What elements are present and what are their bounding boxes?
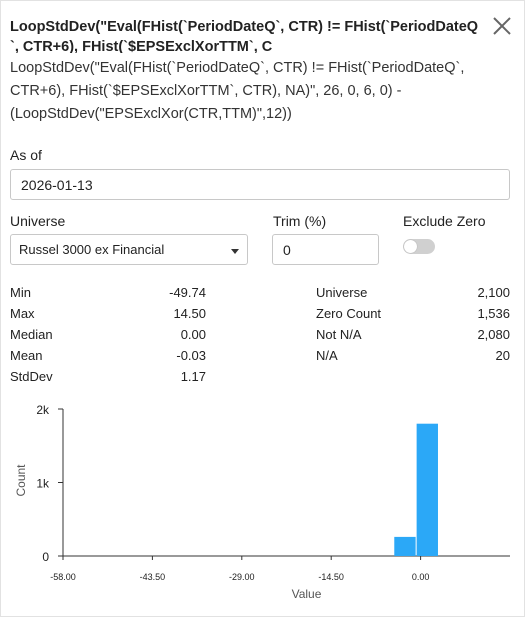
x-tick-label: -14.50 <box>318 572 344 582</box>
y-tick-label: 0 <box>42 550 49 564</box>
stat-label: Mean <box>10 348 43 363</box>
stat-value: 20 <box>495 348 510 363</box>
y-tick-label: 1k <box>36 476 49 491</box>
as-of-date-input[interactable] <box>10 169 510 200</box>
universe-select[interactable] <box>10 234 248 265</box>
universe-label: Universe <box>10 213 66 229</box>
chevron-down-icon <box>231 249 239 254</box>
histogram-bar <box>394 537 415 556</box>
histogram-bar <box>417 424 438 556</box>
panel-title: LoopStdDev("Eval(FHist(`PeriodDateQ`, CTR) != FHist(`PeriodDateQ`, CTR+6), FHist(`$EPSExclXorTTM`, C <box>10 19 479 53</box>
x-tick-label: -43.50 <box>139 572 166 582</box>
x-tick-label: -29.00 <box>229 572 255 582</box>
stat-label: Universe <box>316 285 368 300</box>
stat-value: 0.00 <box>180 327 206 342</box>
stat-value: -49.74 <box>169 285 206 300</box>
x-axis-label: Value <box>291 587 322 601</box>
histogram-chart <box>1 393 525 618</box>
trim-input[interactable] <box>272 234 379 265</box>
stat-label: Min <box>10 285 31 300</box>
toggle-knob <box>404 240 417 253</box>
x-tick-label: 0.00 <box>411 572 430 582</box>
stat-value: 14.50 <box>173 306 206 321</box>
formula-text: LoopStdDev("Eval(FHist(`PeriodDateQ`, CTR) != FHist(`PeriodDateQ`, CTR+6), FHist(`$EPSExclXorTTM`, CTR), NA)", 26, 0, 6, 0) - (LoopStdDev("EPSExclXor(CTR,TTM)",12)) <box>10 60 465 122</box>
exclude-zero-label: Exclude Zero <box>403 213 486 229</box>
as-of-label: As of <box>10 147 42 163</box>
stat-value: 2,100 <box>477 285 510 300</box>
stat-value: -0.03 <box>176 348 206 363</box>
stat-label: N/A <box>316 348 338 363</box>
stat-label: Max <box>10 306 35 321</box>
stat-label: StdDev <box>10 369 53 384</box>
y-tick-label: 2k <box>36 403 49 417</box>
exclude-zero-toggle[interactable] <box>403 239 435 254</box>
stat-label: Not N/A <box>316 327 362 342</box>
close-icon-glyph <box>491 15 513 37</box>
y-axis-label: Count <box>14 464 28 497</box>
stat-label: Zero Count <box>316 306 382 321</box>
stat-value: 1,536 <box>477 306 510 321</box>
stat-value: 1.17 <box>180 369 206 384</box>
trim-label: Trim (%) <box>273 213 327 229</box>
close-icon[interactable] <box>491 15 513 37</box>
universe-selected-value: Russel 3000 ex Financial <box>19 242 165 257</box>
x-tick-label: -58.00 <box>50 572 76 582</box>
stat-label: Median <box>10 327 53 342</box>
stat-value: 2,080 <box>477 327 510 342</box>
